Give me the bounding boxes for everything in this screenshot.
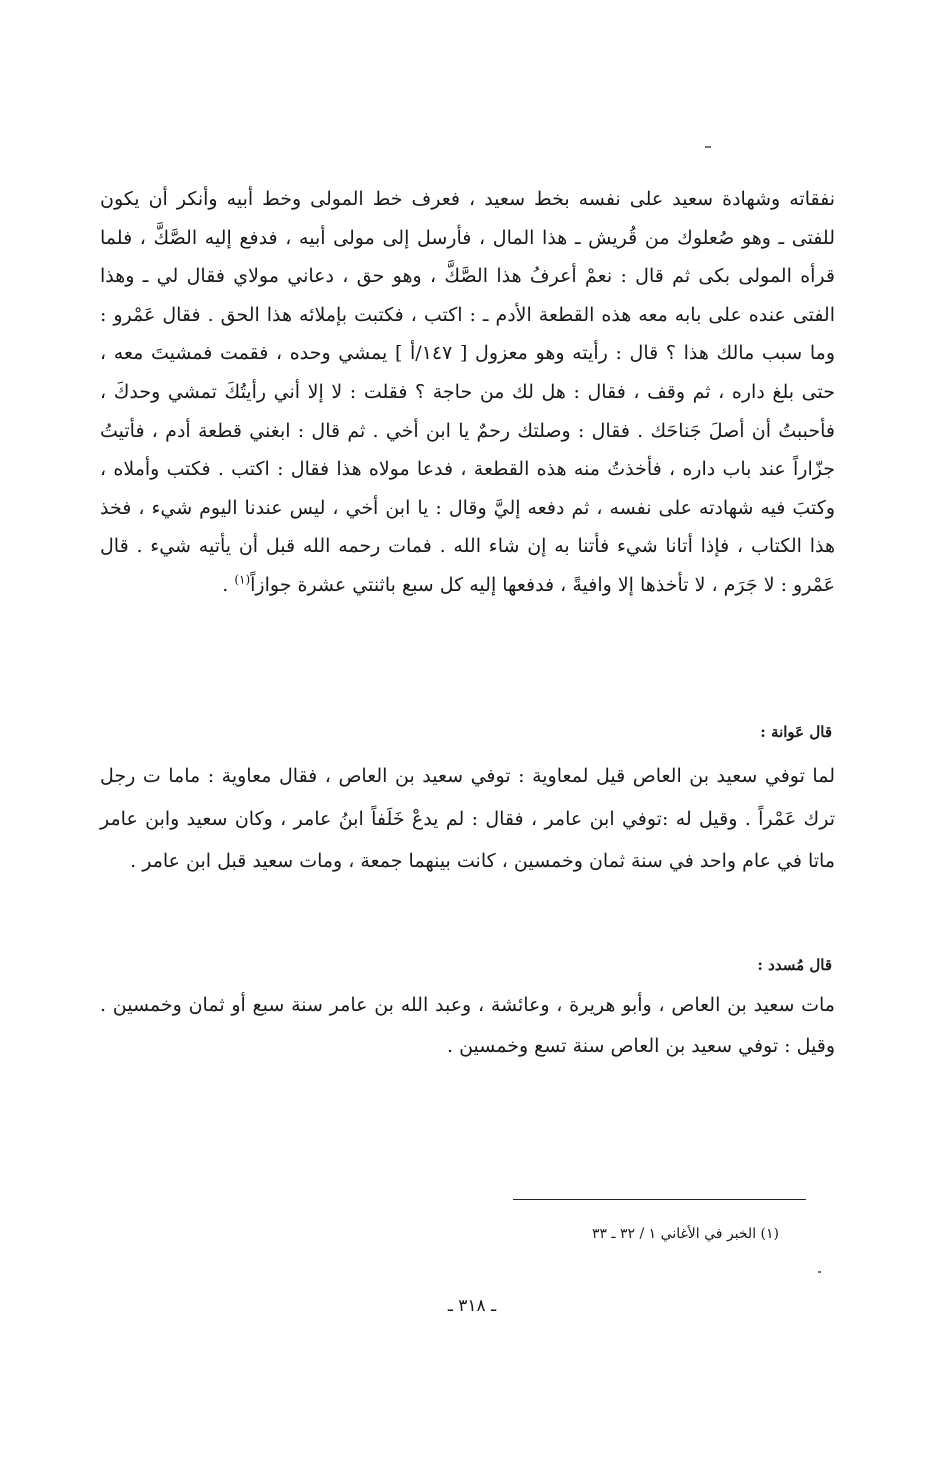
section-heading-musaddad: قال مُسدد : bbox=[757, 956, 832, 974]
main-paragraph-3: مات سعيد بن العاص ، وأبو هريرة ، وعائشة ، وعبد الله بن عامر سنة سبع أو ثمان وخمسين . وقيل : توفي سعيد بن العاص سنة تسع وخمسين . bbox=[100, 994, 835, 1057]
footnote-marker: (١) bbox=[234, 572, 251, 587]
scan-speck bbox=[818, 1271, 821, 1273]
footnote-divider bbox=[513, 1199, 806, 1200]
main-paragraph-1 bbox=[100, 180, 835, 605]
footnote: (١) الخبر في الأغاني ١ / ٣٢ ـ ٣٣ bbox=[591, 1226, 779, 1242]
paragraph-text: نفقاته وشهادة سعيد على نفسه بخط سعيد ، فعرف خط المولى وخط أبيه وأنكر أن يكون للفتى ـ وهو صُعلوك من قُريش ـ هذا المال ، فأرسل إلى مولى أبيه ، فدفع إليه الصَّكَّ ، فلما قرأه المولى بكى ثم قال : نعمْ أعرفُ هذا الصَّكَّ ، وهو حق ، دعاني مولاي فقال لي ـ وهذا الفتى عنده على بابه معه هذه القطعة الأدم ـ : اكتب ، فكتبت بإملائه هذا الحق . فقال عَمْرو : وما سبب مالك هذا ؟ قال : رأيته وهو معزول [ ١٤٧/أ ] يمشي وحده ، فقمت فمشيتَ معه ، حتى بلغ داره ، ثم وقف ، فقال : هل لك من حاجة ؟ فقلت : لا إلا أني رأيتُكَ تمشي وحدكَ ، فأحببتُ أن أصلَ جَناحَك . فقال : وصلتك رحمٌ يا ابن أخي . ثم قال : ابغني قطعة أدم ، فأتيتُ جزّاراً عند باب داره ، فأخذتُ منه هذه القطعة ، فدعا مولاه هذا فقال : اكتب . فكتب وأملاه ، وكتبَ فيه شهادته على نفسه ، ثم دفعه إليَّ وقال : يا ابن أخي ، ليس عندنا اليوم شيء ، فخذ هذا الكتاب ، فإذا أتانا شيء فأتنا به إن شاء الله . فمات رحمه الله قبل أن يأتيه شيء . قال عَمْرو : لا جَرَم ، لا تأخذها إلا وافيةً ، فدفعها إليه كل سبع باثنتي عشرة جوازاً bbox=[100, 188, 835, 596]
scan-speck bbox=[705, 146, 711, 148]
section-heading-awana: قال عَوانة : bbox=[760, 723, 832, 741]
main-paragraph-2: لما توفي سعيد بن العاص قيل لمعاوية : توفي سعيد بن العاص ، فقال معاوية : ماما ت رجل ترك عَمْراً . وقيل له :توفي ابن عامر ، فقال : لم يدعْ خَلَفاً ابنُ عامر ، وكان سعيد وابن عامر ماتا في عام واحد في سنة ثمان وخمسين ، كانت بينهما جمعة ، ومات سعيد قبل ابن عامر . bbox=[100, 765, 835, 872]
page-number: ـ ٣١٨ ـ bbox=[447, 1296, 497, 1316]
paragraph-ending: . bbox=[222, 573, 235, 596]
